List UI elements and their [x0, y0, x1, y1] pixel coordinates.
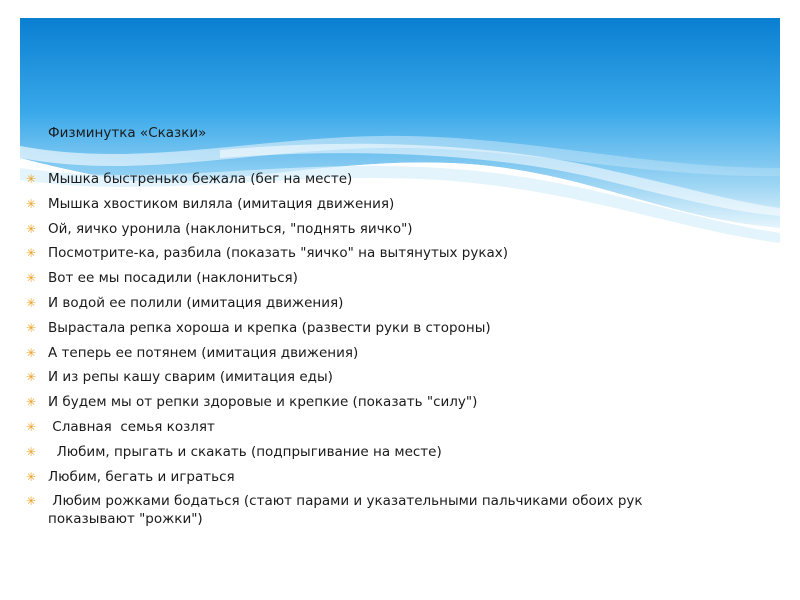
list-item: [26, 368, 726, 386]
asterisk-bullet-icon: ✳: [26, 295, 37, 310]
asterisk-bullet-icon: ✳: [26, 469, 37, 484]
list-item-text: А теперь ее потянем (имитация движения): [48, 344, 359, 361]
list-item: [26, 468, 726, 486]
presentation-slide: [20, 18, 780, 578]
asterisk-bullet-icon: ✳: [26, 172, 37, 186]
list-item-text: Ой, яичко уронила (наклониться, "поднять яичко"): [48, 220, 413, 237]
list-item-text: Вырастала репка хороша и крепка (развести руки в стороны): [48, 319, 491, 336]
list-item: [26, 220, 726, 238]
list-item: [26, 319, 726, 337]
asterisk-bullet-icon: ✳: [26, 370, 37, 385]
asterisk-bullet-icon: ✳: [26, 395, 37, 410]
asterisk-bullet-icon: ✳: [26, 196, 37, 211]
asterisk-bullet-icon: ✳: [26, 345, 37, 360]
list-item: [26, 418, 726, 436]
list-item: [26, 195, 726, 213]
list-item: [26, 269, 726, 287]
asterisk-bullet-icon: ✳: [26, 271, 37, 286]
list-item-text: Посмотрите-ка, разбила (показать "яичко" на вытянутых руках): [48, 245, 509, 262]
list-item-text: И будем мы от репки здоровые и крепкие (показать "силу"): [48, 394, 478, 411]
asterisk-bullet-icon: ✳: [26, 494, 37, 509]
list-item-text: Любим, прыгать и скакать (подпрыгивание на месте): [48, 443, 442, 460]
list-item-text: Мышка быстренько бежала (бег на месте): [48, 171, 353, 187]
exercise-list: [26, 170, 726, 535]
list-item: [26, 170, 726, 188]
list-item-text: И водой ее полили (имитация движения): [48, 294, 344, 311]
asterisk-bullet-icon: ✳: [26, 444, 37, 459]
list-item-text: Вот ее мы посадили (наклониться): [48, 270, 298, 287]
list-item-text: Любим рожками бодаться (стают парами и указательными пальчиками обоих рук показывают "рожки"): [48, 493, 647, 528]
list-item-text: И из репы кашу сварим (имитация еды): [48, 369, 333, 386]
asterisk-bullet-icon: ✳: [26, 221, 37, 236]
asterisk-bullet-icon: ✳: [26, 419, 37, 434]
list-item: [26, 393, 726, 411]
list-item: [26, 244, 726, 262]
list-item: [26, 294, 726, 312]
list-item: [26, 344, 726, 362]
list-item-text: Мышка хвостиком виляла (имитация движения): [48, 195, 395, 212]
slide-content: [20, 18, 780, 578]
asterisk-bullet-icon: ✳: [26, 320, 37, 335]
list-item: [26, 492, 726, 528]
slide-title: Физминутка «Сказки»: [48, 125, 207, 141]
list-item-text: Славная семья козлят: [48, 418, 215, 435]
list-item: [26, 443, 726, 461]
list-item-text: Любим, бегать и играться: [48, 468, 235, 485]
asterisk-bullet-icon: ✳: [26, 246, 37, 261]
